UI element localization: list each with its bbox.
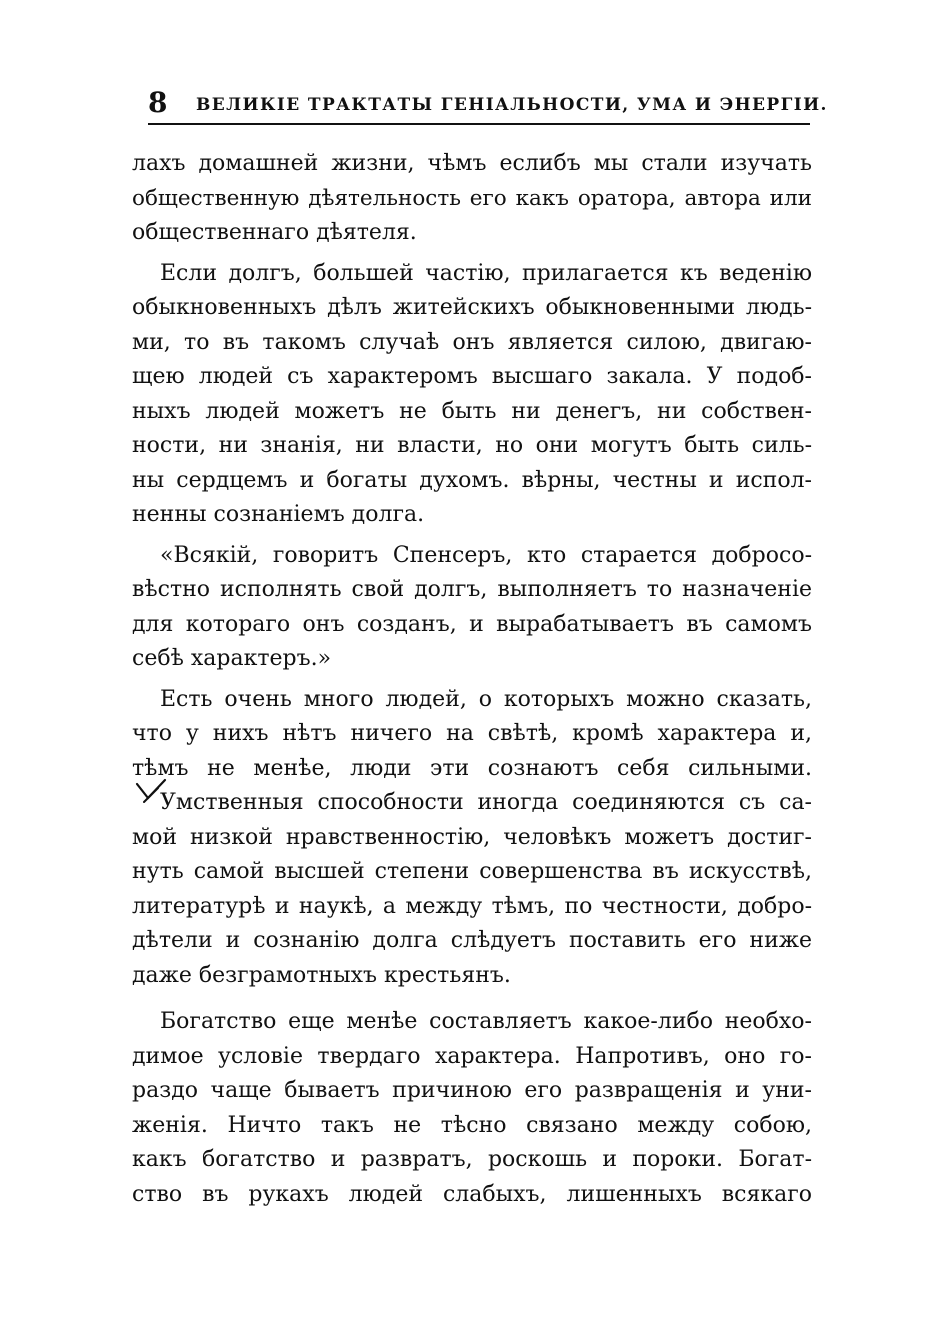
text-line: лахъ домашней жизни, чѣмъ еслибъ мы стали изучать bbox=[132, 151, 812, 176]
paragraph bbox=[132, 683, 812, 994]
text-line: какъ богатство и развратъ, роскошь и пороки. Богат- bbox=[132, 1147, 812, 1172]
text-line: Если долгъ, большей частію, прилагается къ веденію bbox=[160, 260, 812, 286]
text-line: мой низкой нравственностію, человѣкъ можетъ достиг- bbox=[132, 824, 812, 850]
text-line: женія. Ничто такъ не тѣсно связано между собою, bbox=[132, 1112, 812, 1138]
text-line: себѣ характеръ.» bbox=[132, 646, 332, 671]
text-line: щею людей съ характеромъ высшаго закала. У подоб- bbox=[132, 364, 812, 389]
text-line: Богатство еще менѣе составляетъ какое-либо необхо- bbox=[160, 1009, 812, 1034]
paragraph bbox=[132, 147, 812, 251]
text-line: что у нихъ нѣтъ ничего на свѣтѣ, кромѣ характера и, bbox=[132, 721, 812, 746]
text-line: ненны сознаніемъ долга. bbox=[132, 502, 425, 527]
page-number: 8 bbox=[148, 86, 168, 119]
header-rule bbox=[148, 123, 810, 125]
text-line: общественную дѣятельность его какъ оратора, автора или bbox=[132, 185, 812, 211]
text-line: общественнаго дѣятеля. bbox=[132, 220, 417, 245]
page-header bbox=[148, 86, 828, 122]
text-line: обыкновенныхъ дѣлъ житейскихъ обыкновенными людь- bbox=[132, 295, 812, 320]
text-line: литературѣ и наукѣ, а между тѣмъ, по честности, добро- bbox=[132, 893, 812, 919]
text-line: димое условіе твердаго характера. Напротивъ, оно го- bbox=[132, 1043, 812, 1069]
text-line: даже безграмотныхъ крестьянъ. bbox=[132, 962, 511, 988]
paragraph bbox=[132, 257, 812, 533]
text-line: ство въ рукахъ людей слабыхъ, лишенныхъ всякаго bbox=[132, 1181, 812, 1207]
text-line: ныхъ людей можетъ не быть ни денегъ, ни собствен- bbox=[132, 398, 812, 424]
text-line: нуть самой высшей степени совершенства въ искусствѣ, bbox=[132, 859, 812, 884]
text-line: Есть очень много людей, о которыхъ можно сказать, bbox=[160, 686, 812, 712]
text-line: ны сердцемъ и богаты духомъ. вѣрны, честны и испол- bbox=[132, 467, 812, 493]
text-line: ми, то въ такомъ случаѣ онъ является силою, двигаю- bbox=[132, 329, 812, 355]
text-line: для котораго онъ созданъ, и вырабатываетъ въ самомъ bbox=[132, 611, 812, 637]
text-line: ности, ни знанія, ни власти, но они могутъ быть силь- bbox=[132, 433, 812, 458]
text-line: раздо чаще бываетъ причиною его развращенія и уни- bbox=[132, 1078, 812, 1103]
paragraph bbox=[132, 539, 812, 677]
text-line: Умственныя способности иногда соединяются съ са- bbox=[160, 790, 812, 815]
running-title: ВЕЛИКІЕ ТРАКТАТЫ ГЕНІАЛЬНОСТИ, УМА И ЭНЕРГІИ. bbox=[196, 95, 828, 115]
text-line: «Всякій, говоритъ Спенсеръ, кто старается добросо- bbox=[160, 542, 812, 568]
text-line: дѣтели и сознанію долга слѣдуетъ поставить его ниже bbox=[132, 928, 812, 953]
text-line: тѣмъ не менѣе, люди эти сознаютъ себя сильными. bbox=[132, 755, 812, 781]
paragraph bbox=[132, 1005, 812, 1212]
text-line: вѣстно исполнять свой долгъ, выполняетъ то назначеніе bbox=[132, 577, 812, 602]
body-text bbox=[132, 147, 812, 1212]
